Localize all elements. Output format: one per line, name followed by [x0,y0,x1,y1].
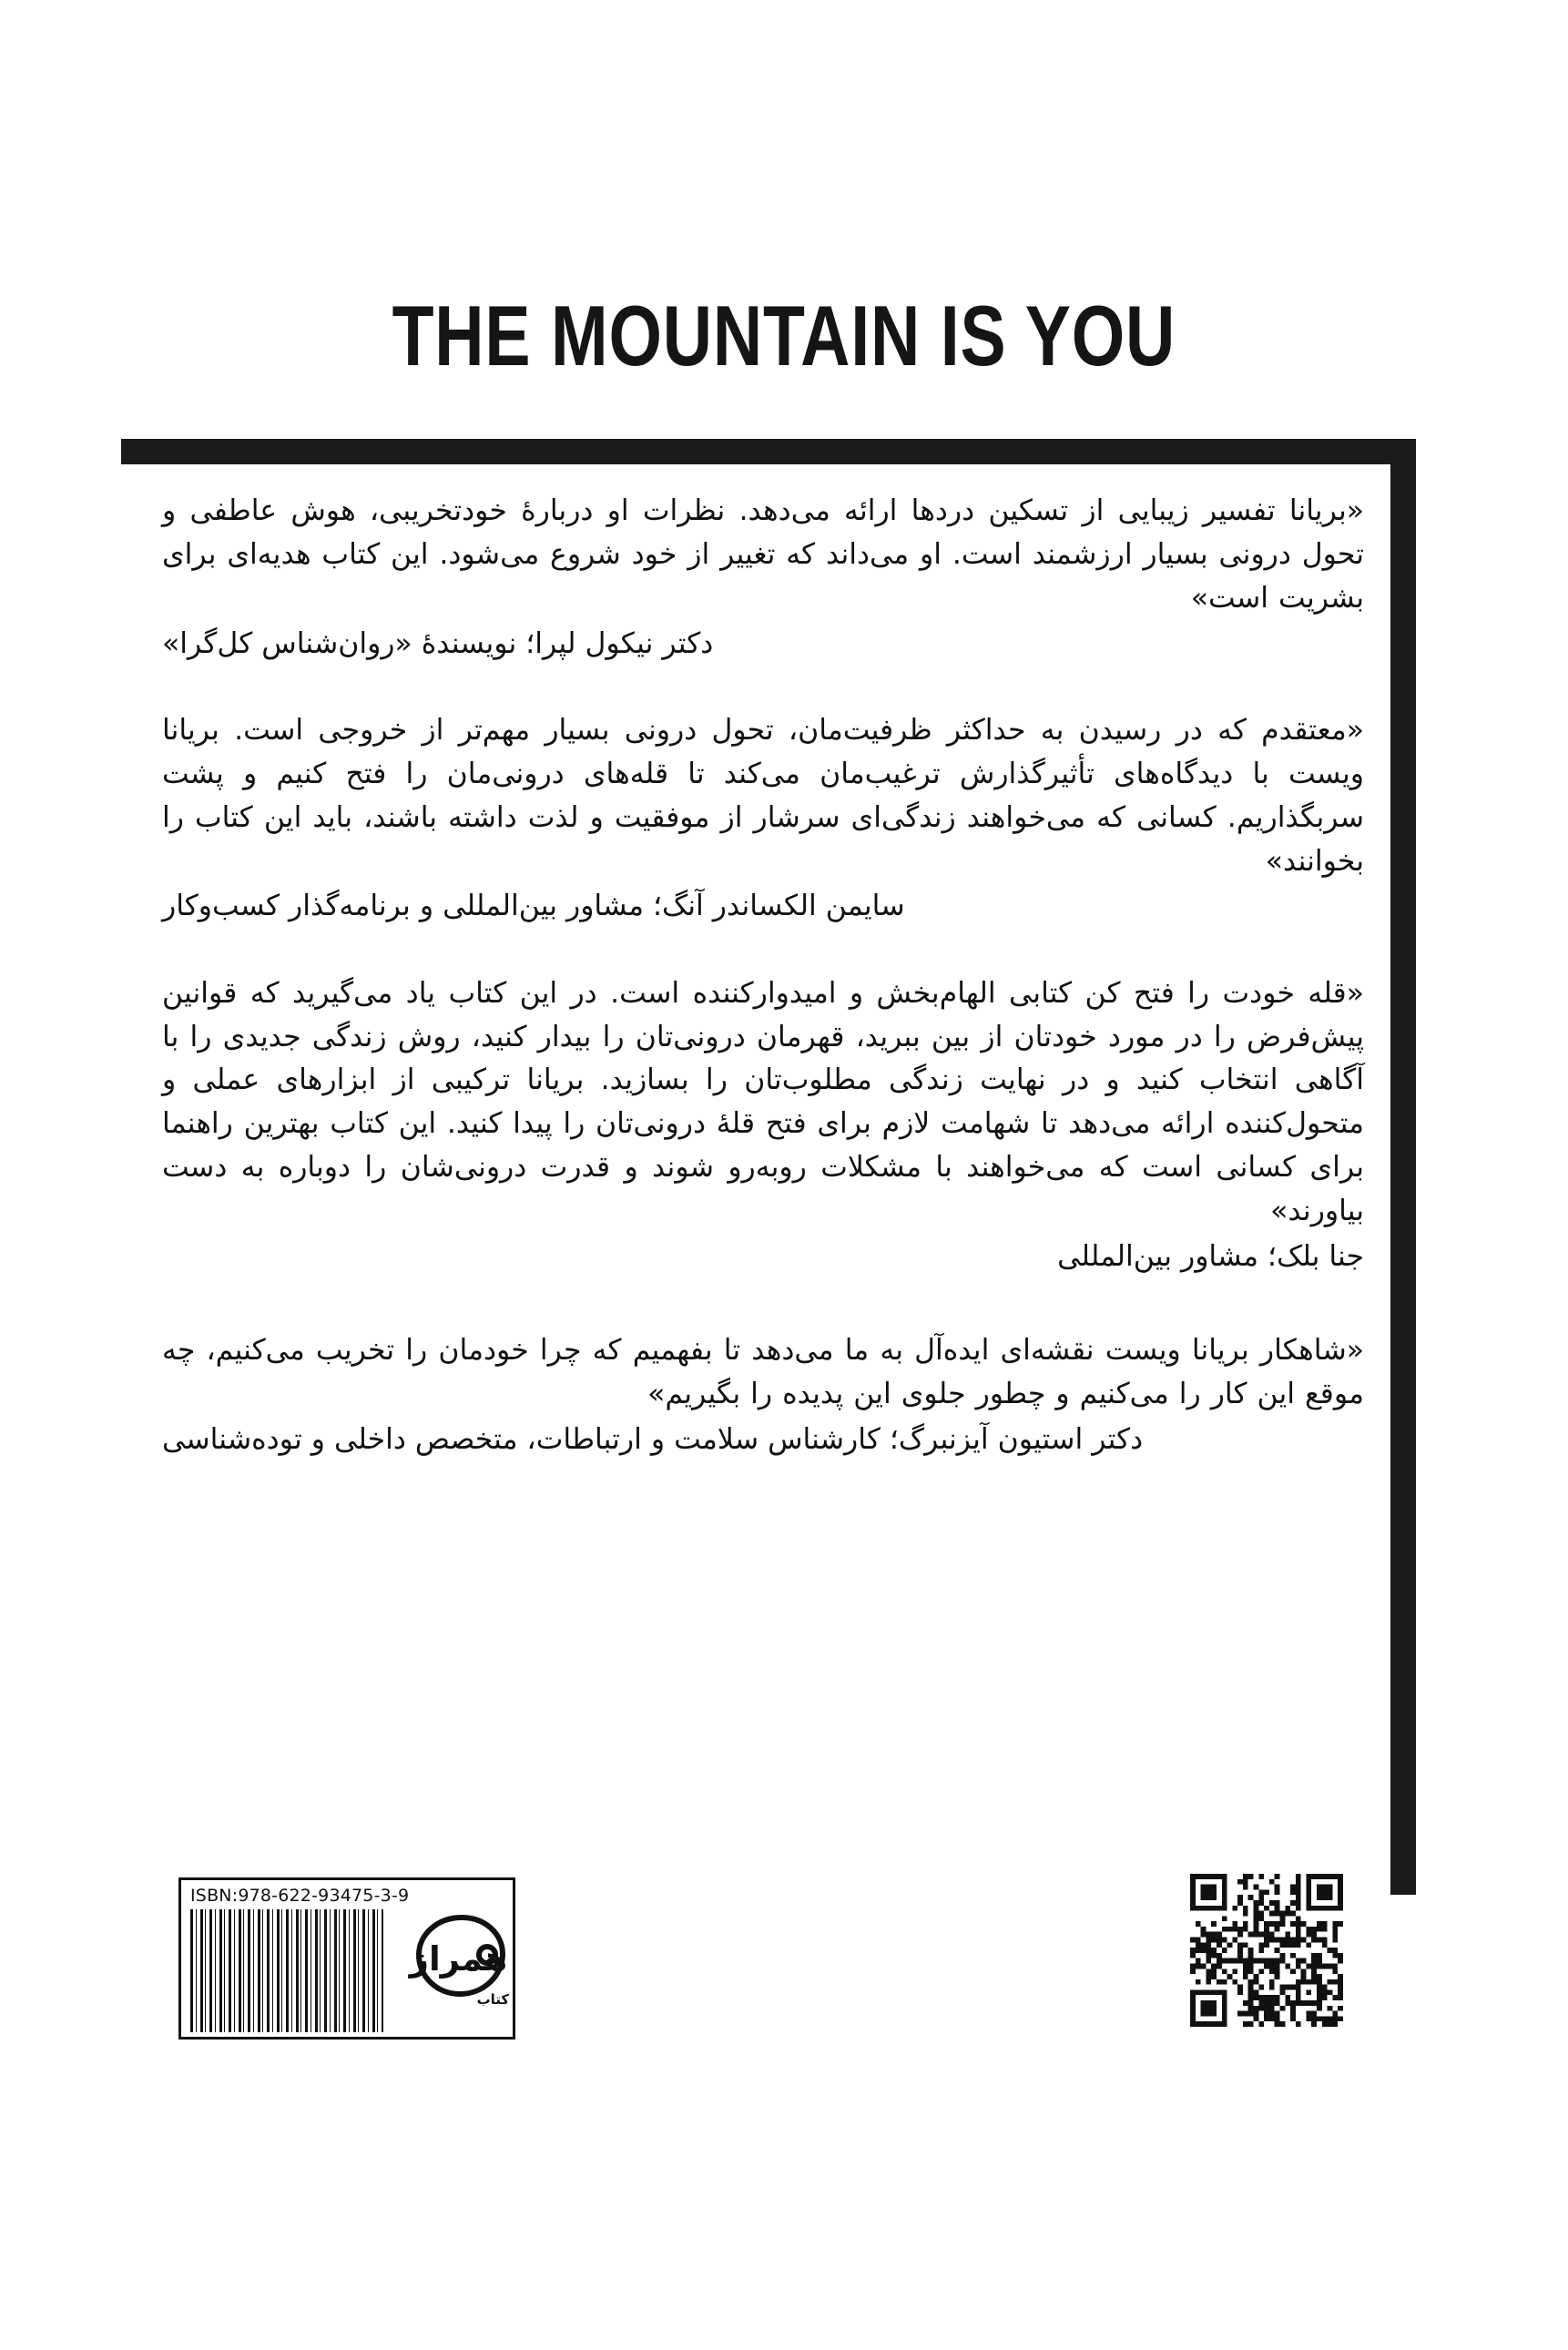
isbn-label: ISBN:978-622-93475-3-9 [190,1886,410,1906]
spacer [162,934,1364,972]
blurb-text: «بریانا تفسیر زیبایی از تسکین دردها ارائه می‌دهد. نظرات او دربارۀ خودتخریبی، هوش عاطفی و تحول درونی بسیار ارزشمند است. او می‌داند که تغییر از خود شروع می‌شود. این کتاب هدیه‌ای برای بشریت است» [162,494,1364,615]
blurb-item [162,709,1364,929]
blurb-source: دکتر استیون آیزنبرگ؛ کارشناس سلامت و ارتباطات، متخصص داخلی و توده‌شناسی [162,1422,1144,1456]
blurb-text: «شاهکار بریانا ویست نقشه‌ای ایده‌آل به ما می‌دهد تا بفهمیم که چرا خودمان را تخریب می‌کنیم، چه موقع این کار را می‌کنیم و چطور جلوی این پدیده را بگیریم» [162,1334,1364,1410]
logo-circle-icon [409,1912,510,2008]
spacer [162,671,1364,709]
qr-code[interactable] [1190,1874,1343,2027]
publisher-logo [409,1880,513,2037]
blurb-source: سایمن الکساندر آنگ؛ مشاور بین‌المللی و برنامه‌گذار کسب‌وکار [162,890,905,923]
publisher-logo-text: همراز [409,1939,508,1979]
title-block [0,288,1568,383]
barcode-icon [190,1909,383,2032]
isbn-barcode-box [178,1877,515,2040]
page-title: THE MOUNTAIN IS YOU [392,288,1176,383]
blurb-column [162,490,1364,1467]
publisher-logo-sub: کتاب [476,1991,510,2008]
spacer [162,1284,1364,1329]
frame-top-bar [121,439,1416,464]
blurb-item [162,1329,1364,1461]
blurb-text: «معتقدم که در رسیدن به حداکثر ظرفیت‌مان، تحول درونی بسیار مهم‌تر از خروجی است. بریانا ویست با دیدگاه‌های تأثیرگذارش ترغیب‌مان می‌کند تا قله‌های درونی‌مان را فتح کنیم و پشت سربگذاریم. کسانی که می‌خواهند زندگی‌ای سرشار از موفقیت و لذت داشته باشند، باید این کتاب را بخوانند» [162,713,1364,878]
frame-right-bar [1390,439,1416,1895]
footer-row [0,1867,1568,2076]
blurb-source: جنا بلک؛ مشاور بین‌المللی [1057,1239,1364,1273]
blurb-source: دکتر نیکول لپرا؛ نویسندۀ «روان‌شناس کل‌گرا» [162,626,714,660]
blurb-item [162,490,1364,666]
barcode-section [181,1880,409,2037]
blurb-text: «قله خودت را فتح کن کتابی الهام‌بخش و امیدوارکننده است. در این کتاب یاد می‌گیرید که قوانین پیش‌فرض را در مورد خودتان از بین ببرید، قهرمان درونی‌تان را بیدار کنید، روش زندگی جدیدی را با آگاهی انتخاب کنید و در نهایت زندگی مطلوب‌تان را بسازید. بریانا ترکیبی از ابزارهای عملی و متحول‌کننده ارائه می‌دهد تا شهامت لازم برای فتح قلۀ درونی‌تان را پیدا کنید. این کتاب بهترین راهنما برای کسانی است که می‌خواهند با مشکلات روبه‌رو شوند و قدرت درونی‌شان را دوباره به دست بیاورند» [162,976,1364,1227]
blurb-item [162,972,1364,1279]
